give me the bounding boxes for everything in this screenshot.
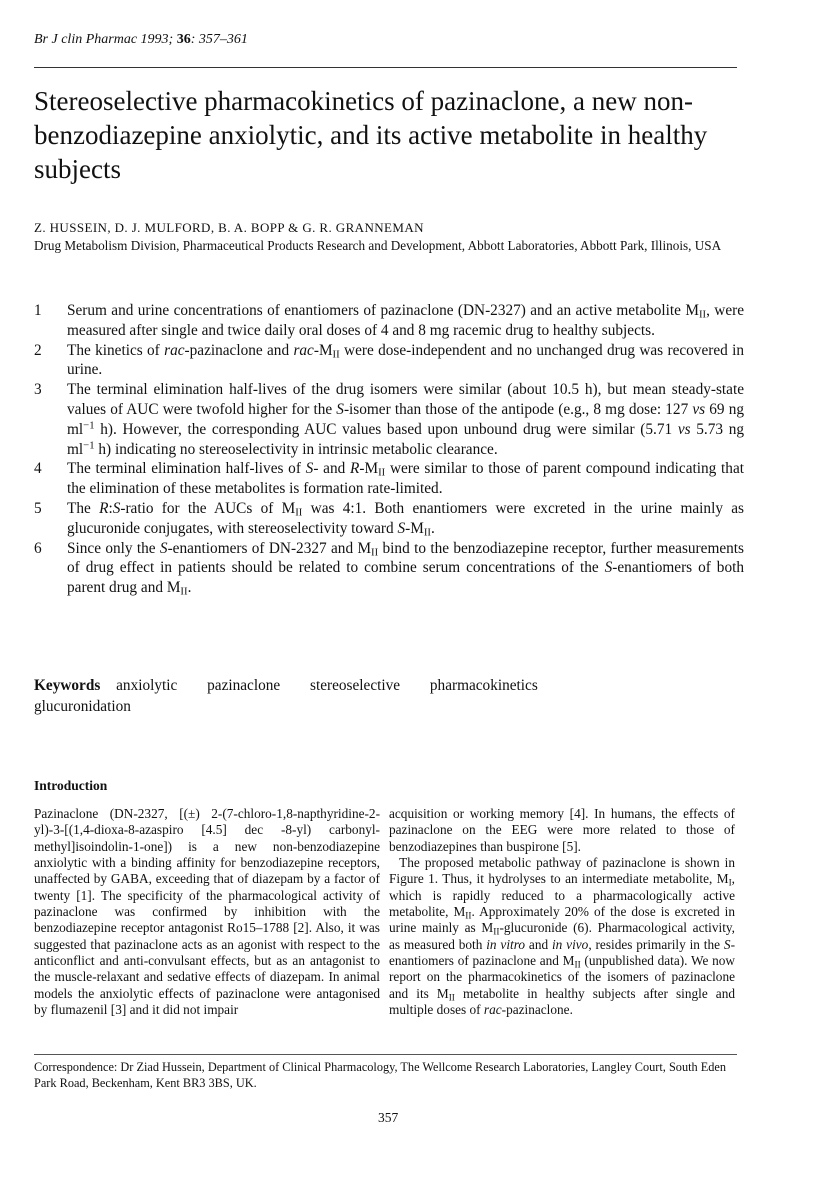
affiliation: Drug Metabolism Division, Pharmaceutical Products Research and Development, Abbott Laboratories, Abbott Park, Illinois, USA xyxy=(34,238,722,253)
header-rule xyxy=(34,67,737,68)
author-list: Z. HUSSEIN, D. J. MULFORD, B. A. BOPP & G. R. GRANNEMAN xyxy=(34,220,424,235)
abstract-item-text: The R:S-ratio for the AUCs of $M_{II}$ was 4:1. Both enantiomers were excreted in the urine mainly as glucuronide conjugates, with stereoselectivity toward $S-M_{II}$. xyxy=(67,499,745,539)
abstract-item-number: 3 xyxy=(34,381,42,399)
section-heading-introduction: Introduction xyxy=(34,778,108,793)
journal-name: Br J clin Pharmac xyxy=(34,32,138,47)
keyword: pharmacokinetics xyxy=(429,677,538,694)
abstract-item-number: 6 xyxy=(34,539,42,557)
keyword: glucuronidation xyxy=(34,698,131,715)
page-number: 357 xyxy=(378,1110,399,1125)
footnote-rule xyxy=(34,1054,737,1055)
abstract-item xyxy=(34,499,744,539)
abstract-item-number: 4 xyxy=(34,460,42,478)
abstract-item-text: Since only the S-enantiomers of DN-2327 and $M_{II}$ bind to the benzodiazepine receptor, further measurements of drug effect in patients should be related to combine serum concentrations of the S-enantiomers of both parent drug and $M_{II}$. xyxy=(67,539,744,598)
keyword: pazinaclone xyxy=(207,677,281,694)
introduction-column-left: Pazinaclone (DN-2327, [(±) 2-(7-chloro-1,8-napthyridine-2-yl)-3-[(1,4-dioxa-8-azaspiro [4.5] dec -8-yl) carbonyl-methyl]isoindolin-1-one]) is a new non-benzodiazepine anxiolytic with a binding affinity for benzodiazepine receptors, unaffected by GABA, exceeding that of diazepam by a factor of twenty [1]. The specificity of the pharmacological activity of pazinaclone was confirmed by inhibition with the benzodiazepine receptor antagonist Ro15–1788 [2]. Also, it was suggested that pazinaclone acts as an agonist with respect to the anticonflict and anti-convulsant effects, but as an antagonist to the muscle-relaxant and sedative effects of diazepam. In animal models the anxiolytic effects of pazinaclone were antagonised by flumazenil [3] and it did not impair xyxy=(34,806,380,1018)
journal-year: 1993; xyxy=(140,32,174,47)
journal-citation xyxy=(34,32,248,48)
abstract-item-text: Serum and urine concentrations of enantiomers of pazinaclone (DN-2327) and an active metabolite $M_{II}$, were measured after single and twice daily oral doses of 4 and 8 mg racemic drug to healthy subjects. xyxy=(67,302,744,339)
journal-volume: 36 xyxy=(176,32,191,47)
introduction-column-right: acquisition or working memory [4]. In humans, the effects of pazinaclone on the EEG were more related to those of benzodiazepines than buspirone [5]. The proposed metabolic pathway of pazinaclone is shown in Figure 1. Thus, it hydrolyses to an intermediate metabolite, $M_I$, which is rapidly reduced to a pharmacologically active metabolite, $M_{II}$. Approximately 20% of the dose is excreted in urine mainly as $M_{II}$-glucuronide (6). Pharmacological activity, as measured both in vitro and in vivo, resides primarily in the S-enantiomers of pazinaclone and $M_{II}$ (unpublished data). We now report on the pharmacokinetics of the isomers of pazinaclone and its $M_{II}$ metabolite in healthy subjects after single and multiple doses of rac-pazinaclone. xyxy=(389,806,736,1018)
abstract-item-text: The terminal elimination half-lives of the drug isomers were similar (about 10.5 h), but mean steady-state values of AUC were twofold higher for the S-isomer than those of the antipode (e.g., 8 mg dose: 127 vs 69 ng $ml^{-1}$ h). However, the corresponding AUC values based upon unbound drug were similar (5.71 vs 5.73 ng $ml^{-1}$ h) indicating no stereoselectivity in intrinsic metabolic clearance. xyxy=(67,381,745,458)
keywords xyxy=(34,675,734,717)
keyword: stereoselective xyxy=(310,677,401,694)
abstract-item-text: The kinetics of rac-pazinaclone and rac-$M_{II}$ were dose-independent and no unchanged drug was recovered in urine. xyxy=(67,341,744,379)
abstract-list xyxy=(34,301,744,598)
abstract-item-number: 5 xyxy=(34,499,42,517)
abstract-item xyxy=(34,341,744,381)
keywords-label: Keywords xyxy=(34,677,101,694)
journal-pages: : 357–361 xyxy=(190,32,248,47)
abstract-item-text: The terminal elimination half-lives of S- and $R-M_{II}$ were similar to those of parent compound indicating that the elimination of these metabolites is formation rate-limited. xyxy=(67,460,744,498)
abstract-item xyxy=(34,459,744,499)
abstract-item xyxy=(34,539,744,598)
abstract-item-number: 2 xyxy=(34,341,42,359)
abstract-item xyxy=(34,301,744,341)
abstract-item-number: 1 xyxy=(34,302,42,319)
article-title: Stereoselective pharmacokinetics of pazinaclone, a new non-benzodiazepine anxiolytic, and its active metabolite in healthy subjects xyxy=(34,86,708,184)
keyword: anxiolytic xyxy=(116,677,178,694)
correspondence-note: Correspondence: Dr Ziad Hussein, Department of Clinical Pharmacology, The Wellcome Research Laboratories, Langley Court, South Eden Park Road, Beckenham, Kent BR3 3BS, UK. xyxy=(34,1060,726,1090)
abstract-item xyxy=(34,380,744,459)
